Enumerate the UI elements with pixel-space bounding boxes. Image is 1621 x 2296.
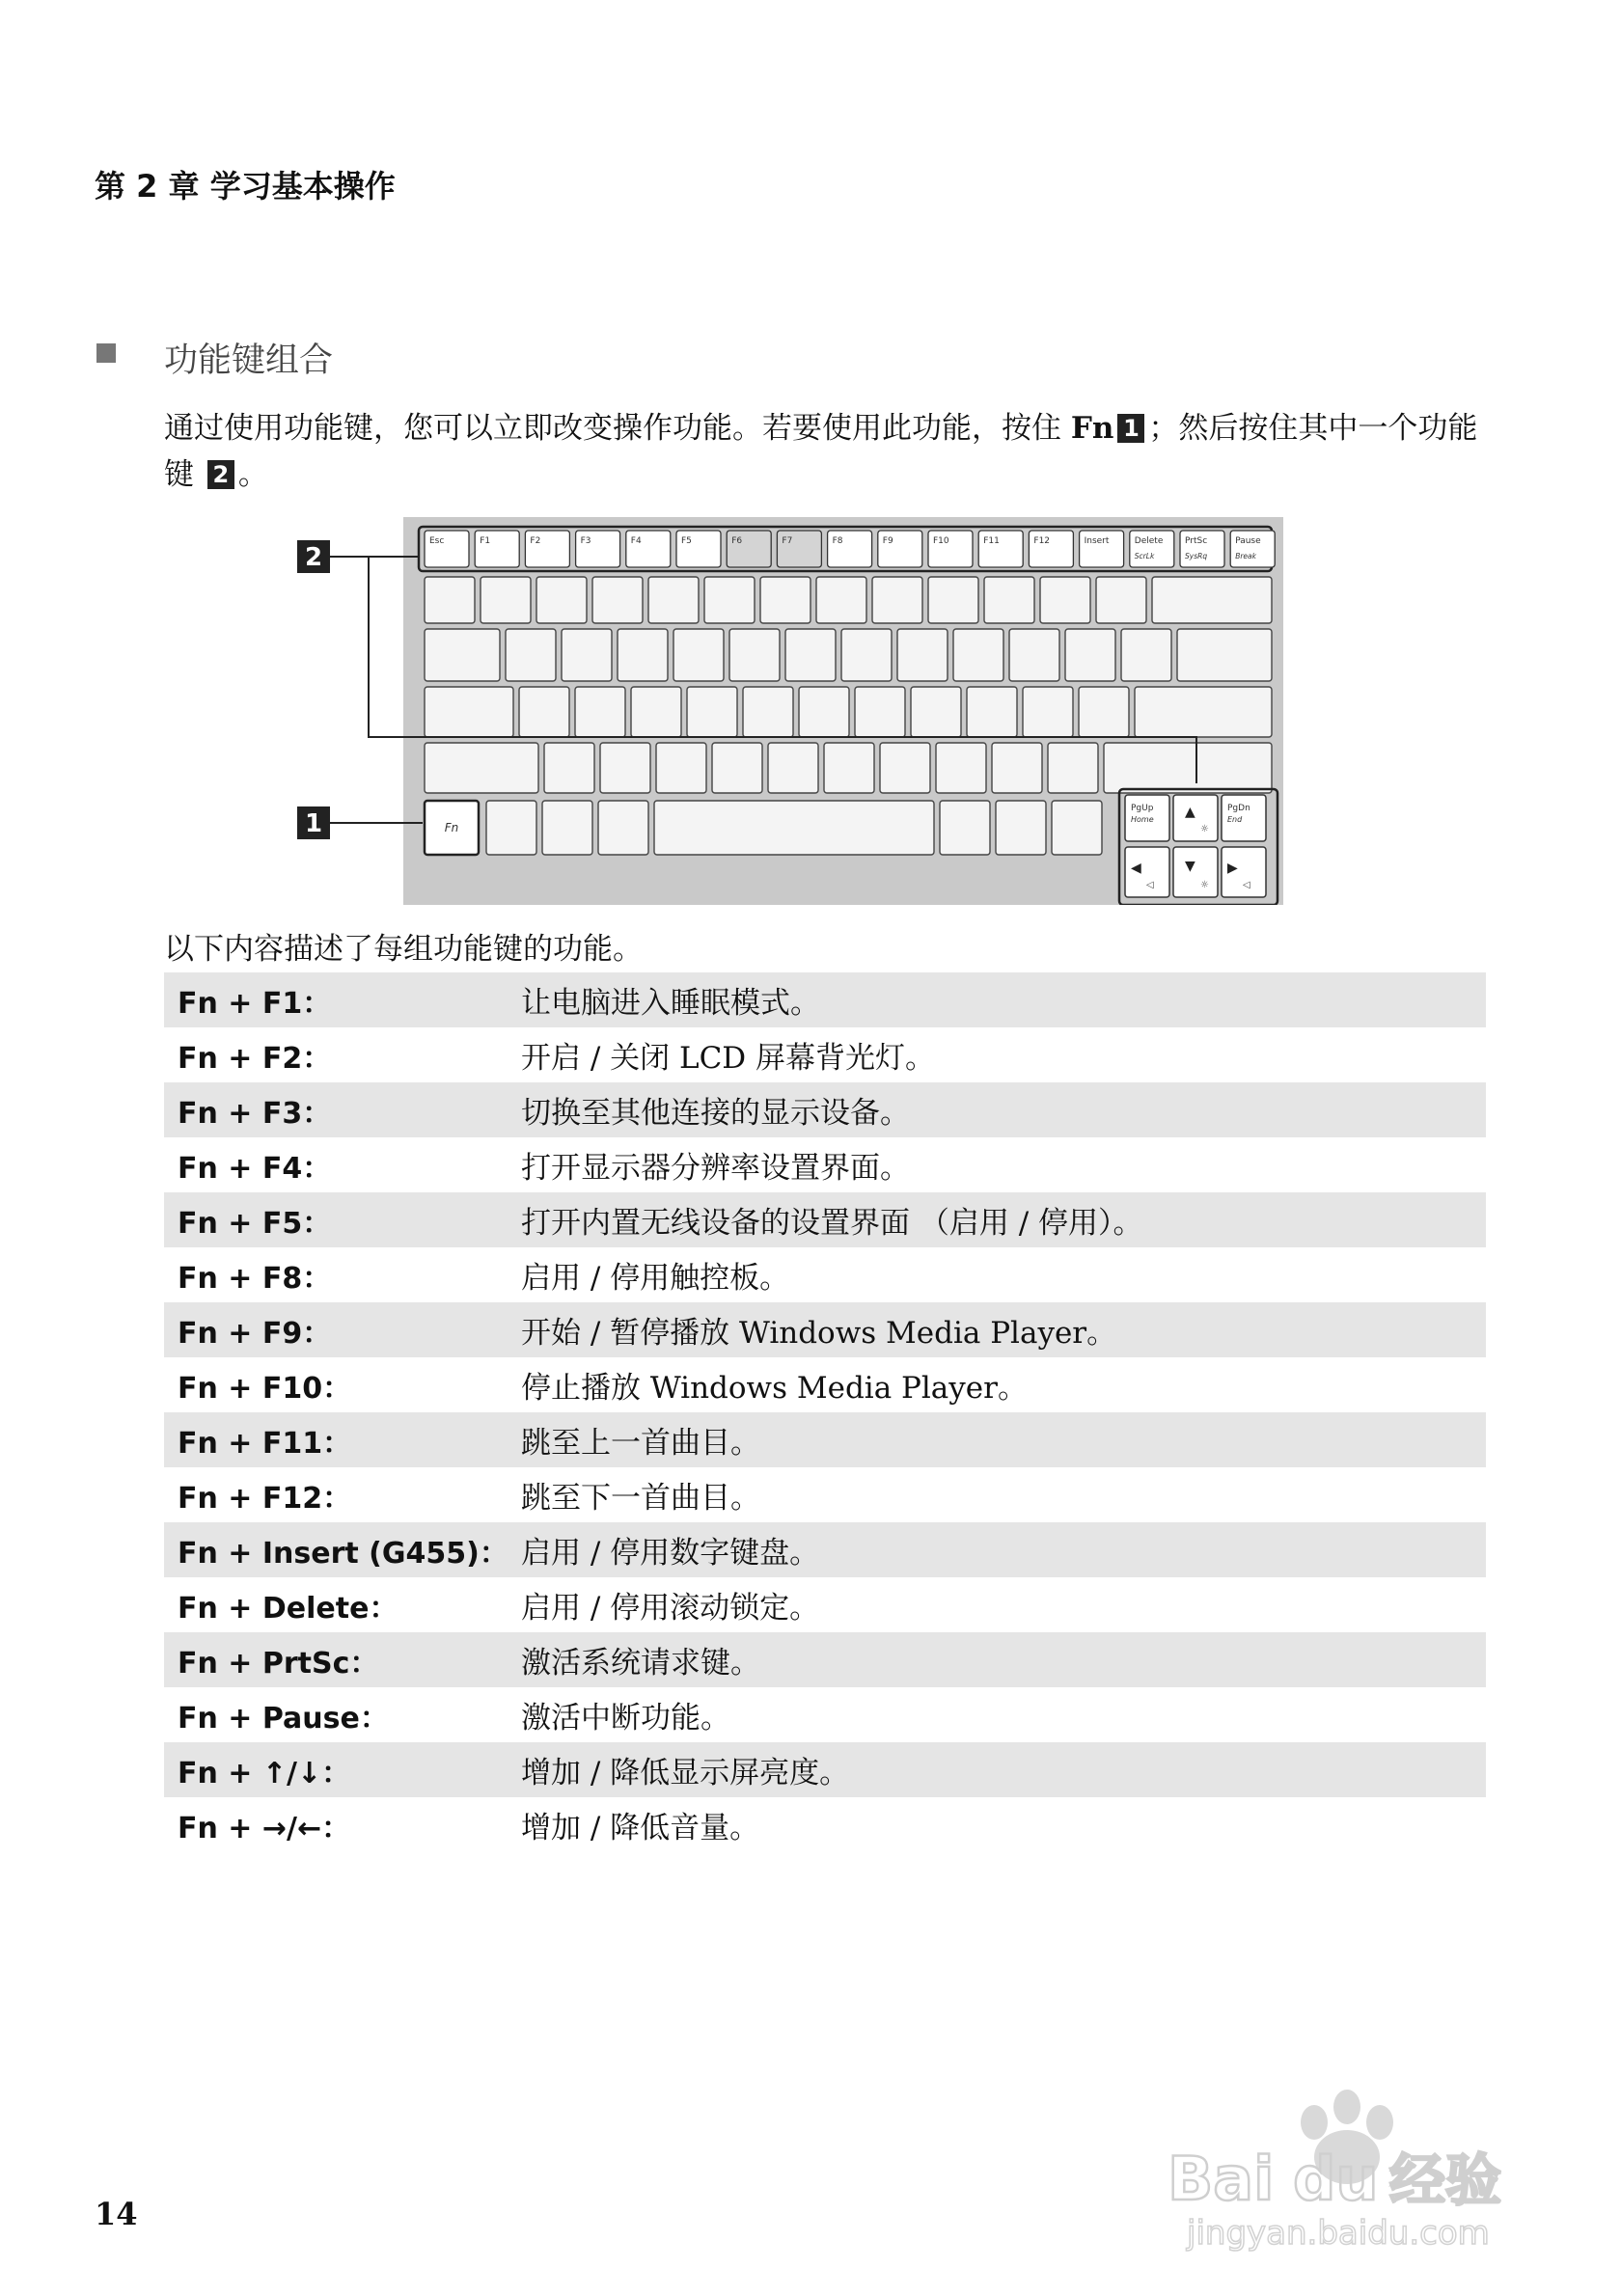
key-combo: Fn + F9： (164, 1302, 521, 1357)
home-label: Home (1131, 815, 1154, 824)
key-description: 增加 / 降低音量。 (521, 1811, 760, 1845)
keyboard-key (542, 801, 592, 855)
keyboard-key (1052, 801, 1102, 855)
keyboard-key (575, 687, 625, 737)
keyboard-key (425, 687, 513, 737)
keyboard-key (992, 743, 1042, 793)
key-description: 跳至上一首曲目。 (521, 1412, 1486, 1467)
keyboard-figure (289, 509, 1283, 905)
fn-key-table (164, 972, 1486, 1852)
keyboard-key (673, 629, 724, 681)
key-description: 让电脑进入睡眠模式。 (521, 972, 1486, 1027)
keyboard-key (1177, 629, 1272, 681)
fkey-label: Delete (1134, 536, 1164, 546)
key-description: 打开内置无线设备的设置界面 （启用 / 停用）。 (521, 1192, 1486, 1247)
keyboard-key (687, 687, 737, 737)
key-combo: Fn + F8： (178, 1261, 332, 1296)
keyboard-key (1121, 629, 1171, 681)
fkey-label: F9 (882, 536, 893, 546)
keyboard-key (760, 577, 810, 623)
end-label: End (1227, 815, 1243, 824)
keyboard-key (656, 743, 706, 793)
watermark-bai: Bai (1168, 2144, 1275, 2214)
key-combo: Fn + F12： (178, 1481, 352, 1516)
key-description: 启用 / 停用滚动锁定。 (521, 1591, 820, 1626)
table-row (164, 1082, 1486, 1137)
table-row (164, 1687, 1486, 1742)
table-row (164, 1467, 1486, 1522)
keyboard-key (1104, 743, 1272, 793)
table-row (164, 1412, 1486, 1467)
key-description: 启用 / 停用数字键盘。 (521, 1522, 1486, 1577)
table-row (164, 1522, 1486, 1577)
watermark-du: du (1293, 2144, 1379, 2214)
keyboard-key (631, 687, 681, 737)
keyboard-key (506, 629, 556, 681)
fkey-label: F10 (933, 536, 949, 546)
keyboard-key (562, 629, 612, 681)
keyboard-key (824, 743, 874, 793)
intro-text-3: 。 (237, 457, 268, 492)
keyboard-key (911, 687, 961, 737)
keyboard-key (704, 577, 755, 623)
table-row (164, 1742, 1486, 1797)
table-row (164, 1797, 1486, 1852)
key-combo: Fn + F3： (164, 1082, 521, 1137)
keyboard-key (618, 629, 668, 681)
key-description: 停止播放 Windows Media Player。 (521, 1371, 1028, 1406)
keyboard-key (425, 743, 538, 793)
key-description: 开启 / 关闭 LCD 屏幕背光灯。 (521, 1041, 936, 1076)
key-combo: Fn + →/←： (178, 1811, 351, 1845)
key-combo: Fn + F1： (164, 972, 521, 1027)
fkey-label: F8 (832, 536, 843, 546)
keyboard-key (928, 577, 978, 623)
keyboard-key (598, 801, 648, 855)
table-row (164, 1137, 1486, 1192)
keyboard-key (984, 577, 1034, 623)
fkey-label: Esc (429, 536, 445, 546)
fkey-sublabel: Break (1235, 552, 1256, 560)
fkey-sublabel: ScrLk (1134, 552, 1155, 560)
key-description: 激活中断功能。 (521, 1701, 730, 1736)
key-description: 增加 / 降低显示屏亮度。 (521, 1742, 1486, 1797)
key-combo: Fn + Pause： (178, 1701, 389, 1736)
callout-1-label: 1 (304, 809, 323, 838)
fkey-label: F7 (782, 536, 793, 546)
fkey-label: F3 (580, 536, 591, 546)
watermark-url: jingyan.baidu.com (1187, 2214, 1490, 2253)
pgup-label: PgUp (1131, 804, 1154, 813)
keyboard-key (768, 743, 818, 793)
keyboard-key (1040, 577, 1090, 623)
keyboard-key (855, 687, 905, 737)
intro-text-1: 通过使用功能键，您可以立即改变操作功能。若要使用此功能，按住 (164, 411, 1071, 446)
fkey-label: F6 (731, 536, 743, 546)
keyboard-key (1079, 687, 1129, 737)
keyboard-key (729, 629, 780, 681)
fkey-label: Pause (1235, 536, 1261, 546)
fkey-label: Insert (1084, 536, 1110, 546)
left-arrow-icon: ◀ (1131, 861, 1141, 876)
fkey-sublabel: SysRq (1185, 552, 1208, 560)
key-combo: Fn + F10： (178, 1371, 352, 1406)
keyboard-key (743, 687, 793, 737)
table-row (164, 1247, 1486, 1302)
fkey-label: F11 (983, 536, 1000, 546)
keyboard-key (425, 629, 500, 681)
keyboard-key (1023, 687, 1073, 737)
key-description: 打开显示器分辨率设置界面。 (521, 1151, 910, 1186)
keyboard-key (425, 577, 475, 623)
keyboard-key (1009, 629, 1059, 681)
up-arrow-icon: ▲ (1185, 805, 1195, 820)
brightness-down-icon: ☼ (1200, 880, 1209, 890)
key-description: 激活系统请求键。 (521, 1632, 1486, 1687)
keyboard-key (880, 743, 930, 793)
keyboard-key (600, 743, 650, 793)
right-arrow-icon: ▶ (1227, 861, 1238, 876)
section-title: 功能键组合 (164, 342, 334, 380)
up-arrow-key (1173, 795, 1218, 841)
down-arrow-icon: ▼ (1185, 859, 1195, 874)
key-combo: Fn + F4： (178, 1151, 332, 1186)
table-row (164, 1577, 1486, 1632)
intro-badge-2: 2 (207, 460, 234, 489)
fkey-label: F5 (681, 536, 692, 546)
key-combo: Fn + Insert (G455)： (164, 1522, 521, 1577)
callout-2-label: 2 (304, 543, 323, 572)
keyboard-key (872, 577, 922, 623)
chapter-heading: 第 2 章 学习基本操作 (95, 168, 396, 205)
keyboard-key (654, 801, 934, 855)
key-description: 切换至其他连接的显示设备。 (521, 1082, 1486, 1137)
key-combo: Fn + F2： (178, 1041, 332, 1076)
keyboard-key (1065, 629, 1115, 681)
keyboard-key (486, 801, 536, 855)
table-row (164, 972, 1486, 1027)
fkey-row (425, 531, 1275, 567)
keyboard-key (592, 577, 643, 623)
fkey-label: F2 (530, 536, 541, 546)
intro-badge-1: 1 (1117, 414, 1144, 443)
section-bullet (96, 343, 116, 363)
keyboard-key (519, 687, 569, 737)
keyboard-key (1096, 577, 1146, 623)
key-combo: Fn + F11： (164, 1412, 521, 1467)
table-row (164, 1357, 1486, 1412)
intro-text-2: ；然后按住其中一个功能键 (164, 411, 1478, 492)
fn-key-label: Fn (444, 821, 459, 834)
key-combo: Fn + ↑/↓： (164, 1742, 521, 1797)
pgdn-label: PgDn (1227, 804, 1250, 813)
keyboard-key (953, 629, 1003, 681)
keyboard-key (996, 801, 1046, 855)
key-combo: Fn + PrtSc： (164, 1632, 521, 1687)
down-arrow-key (1173, 847, 1218, 897)
keyboard-key (841, 629, 892, 681)
fkey-label: F4 (630, 536, 642, 546)
keyboard-key (648, 577, 699, 623)
key-description: 跳至下一首曲目。 (521, 1481, 760, 1516)
page-number: 14 (95, 2196, 138, 2232)
fkey-label: PrtSc (1185, 536, 1208, 546)
baidu-watermark (1148, 2064, 1553, 2257)
keyboard-key (897, 629, 948, 681)
table-row (164, 1027, 1486, 1082)
fkey-label: F1 (480, 536, 491, 546)
key-description: 启用 / 停用触控板。 (521, 1261, 790, 1296)
table-row (164, 1192, 1486, 1247)
keyboard-key (967, 687, 1017, 737)
intro-paragraph (164, 405, 1486, 498)
keyboard-key (799, 687, 849, 737)
keyboard-key (785, 629, 836, 681)
keyboard-key (1048, 743, 1098, 793)
table-row (164, 1632, 1486, 1687)
table-lead-text: 以下内容描述了每组功能键的功能。 (164, 932, 643, 967)
volume-up-icon: ◁ (1243, 880, 1250, 890)
keyboard-key (712, 743, 762, 793)
keyboard-key (936, 743, 986, 793)
key-description: 开始 / 暂停播放 Windows Media Player。 (521, 1302, 1486, 1357)
intro-fn-word: Fn (1070, 411, 1114, 446)
keyboard-key (536, 577, 587, 623)
keyboard-key (1152, 577, 1272, 623)
key-combo: Fn + Delete： (178, 1591, 398, 1626)
keyboard-key (544, 743, 594, 793)
table-row (164, 1302, 1486, 1357)
watermark-jingyan: 经验 (1389, 2147, 1502, 2213)
fkey-label: F12 (1033, 536, 1051, 546)
keyboard-key (481, 577, 531, 623)
key-combo: Fn + F5： (164, 1192, 521, 1247)
volume-down-icon: ◁ (1146, 880, 1154, 890)
keyboard-key (816, 577, 866, 623)
keyboard-key (1135, 687, 1272, 737)
keyboard-key (940, 801, 990, 855)
brightness-up-icon: ☼ (1200, 824, 1209, 834)
